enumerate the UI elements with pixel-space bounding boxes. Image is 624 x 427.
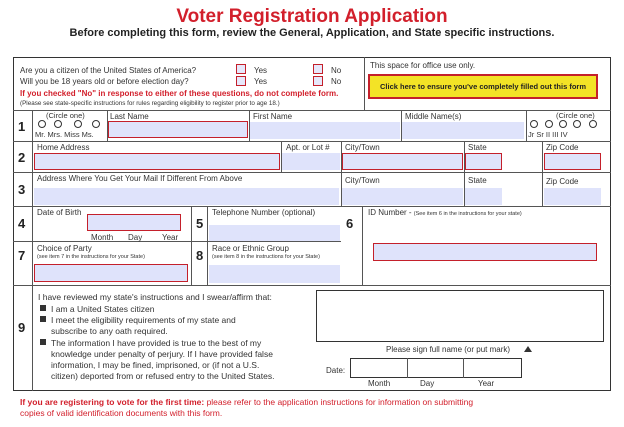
oath-bullet-3 (40, 338, 261, 348)
first-time-notice-heading: If you are registering to vote for the first time: (20, 397, 205, 407)
race-label: Race or Ethnic Group (212, 244, 289, 253)
section-8-number: 8 (196, 248, 204, 263)
id-number-label (368, 208, 522, 217)
suffix-jr-option[interactable] (530, 120, 538, 128)
section-2-number: 2 (18, 150, 26, 165)
dob-input[interactable] (87, 214, 181, 231)
sig-year-label: Year (478, 379, 495, 388)
suffix-iv-option[interactable] (589, 120, 597, 128)
mail-address-label: Address Where You Get Your Mail If Different From Above (37, 174, 243, 183)
title-mrs-option[interactable] (54, 120, 62, 128)
oath-bullet-1 (40, 304, 154, 314)
oath-truth-text: The information I have provided is true to the best of my (51, 338, 262, 348)
title-miss-option[interactable] (74, 120, 82, 128)
home-address-label: Home Address (37, 143, 90, 152)
race-input[interactable] (209, 265, 340, 283)
oath-citizen-text: I am a United States citizen (51, 304, 155, 314)
title-ms-option[interactable] (92, 120, 100, 128)
oath-bullet-3-line2: knowledge under penalty of perjury. If I have provided false (51, 349, 273, 359)
phone-input[interactable] (209, 225, 340, 241)
party-input[interactable] (34, 264, 188, 282)
section-7-number: 7 (18, 248, 26, 263)
mail-address-input[interactable] (34, 188, 339, 205)
signature-date-input[interactable] (350, 358, 522, 378)
home-zip-input[interactable] (544, 153, 601, 170)
section-5-number: 5 (196, 216, 204, 231)
suffix-circle-hint: (Circle one) (556, 111, 595, 120)
suffix-ii-option[interactable] (559, 120, 567, 128)
citizen-yes-checkbox[interactable] (236, 64, 246, 74)
id-number-note: (See item 6 in the instructions for your state) (413, 211, 522, 217)
sig-day-label: Day (420, 379, 435, 388)
age-no-label: No (331, 77, 342, 86)
first-name-input[interactable] (250, 122, 400, 139)
check-form-button[interactable]: Click here to ensure you've completely filled out this form (368, 74, 598, 99)
suffix-options-label: Jr Sr II III IV (528, 130, 568, 139)
mail-state-label: State (468, 176, 487, 185)
apt-label: Apt. or Lot # (286, 143, 330, 152)
dob-month-label: Month (91, 233, 114, 242)
signature-box[interactable] (316, 290, 604, 342)
home-zip-label: Zip Code (546, 143, 579, 152)
id-number-input[interactable] (373, 243, 597, 261)
mail-city-input[interactable] (342, 188, 463, 205)
first-time-notice-line1: please refer to the application instructions for information on submitting (204, 397, 474, 407)
arrow-up-icon (524, 346, 532, 352)
first-time-notice (20, 397, 473, 419)
form-subtitle: Before completing this form, review the General, Application, and State specific instructions. (69, 27, 555, 39)
oath-bullet-2-cont: subscribe to any oath required. (51, 326, 168, 336)
citizen-question: Are you a citizen of the United States of America? (20, 66, 197, 75)
last-name-input[interactable] (108, 121, 248, 138)
section-9-number: 9 (18, 320, 26, 335)
oath-bullet-3-line3: information, I may be fined, imprisoned, or (if not a U.S. (51, 360, 260, 370)
age-yes-label: Yes (254, 77, 268, 86)
citizen-no-label: No (331, 66, 342, 75)
eligibility-note: (Please see state-specific instructions for rules regarding eligibility to register prior to age 18.) (20, 100, 280, 107)
home-state-label: State (468, 143, 487, 152)
form-title: Voter Registration Application (176, 6, 448, 27)
section-1-number: 1 (18, 119, 26, 134)
party-label: Choice of Party (37, 244, 92, 253)
signature-label: Please sign full name (or put mark) (386, 345, 511, 354)
mail-zip-label: Zip Code (546, 177, 579, 186)
id-number-title: ID Number - (368, 208, 412, 217)
oath-bullet-3-line4: citizen) deported from or refused entry to the United States. (51, 371, 275, 381)
suffix-sr-option[interactable] (545, 120, 553, 128)
title-mr-option[interactable] (38, 120, 46, 128)
age-yes-checkbox[interactable] (236, 76, 246, 86)
title-options-label: Mr. Mrs. Miss Ms. (35, 130, 94, 139)
eligibility-warning: If you checked "No" in response to either of these questions, do not complete form. (20, 89, 339, 98)
age-no-checkbox[interactable] (313, 76, 323, 86)
office-use-label: This space for office use only. (370, 61, 476, 70)
apt-input[interactable] (282, 153, 340, 170)
party-note: (see item 7 in the instructions for your State) (37, 254, 145, 260)
section-4-number: 4 (18, 216, 26, 231)
oath-eligibility-text: I meet the eligibility requirements of my state and (51, 315, 236, 325)
dob-year-label: Year (162, 233, 179, 242)
mail-state-input[interactable] (465, 188, 502, 205)
dob-day-label: Day (128, 233, 143, 242)
section-3-number: 3 (18, 182, 26, 197)
first-time-notice-line2: copies of valid identification documents with this form. (20, 408, 223, 418)
mail-city-label: City/Town (345, 176, 380, 185)
section-6-number: 6 (346, 216, 354, 231)
sig-month-label: Month (368, 379, 391, 388)
first-name-label: First Name (253, 112, 293, 121)
home-state-input[interactable] (465, 153, 502, 170)
middle-name-input[interactable] (402, 122, 524, 139)
phone-label: Telephone Number (optional) (212, 208, 316, 217)
oath-bullet-2 (40, 315, 236, 325)
middle-name-label: Middle Name(s) (405, 112, 462, 121)
dob-label: Date of Birth (37, 208, 82, 217)
citizen-no-checkbox[interactable] (313, 64, 323, 74)
race-note: (see item 8 in the instructions for your State) (212, 254, 320, 260)
home-address-input[interactable] (34, 153, 280, 170)
citizen-yes-label: Yes (254, 66, 268, 75)
age-question: Will you be 18 years old or before election day? (20, 77, 189, 86)
home-city-label: City/Town (345, 143, 380, 152)
last-name-label: Last Name (110, 112, 149, 121)
title-circle-hint: (Circle one) (46, 111, 85, 120)
oath-intro: I have reviewed my state's instructions and I swear/affirm that: (38, 292, 272, 302)
mail-zip-input[interactable] (544, 188, 601, 205)
date-label: Date: (326, 366, 346, 375)
suffix-iii-option[interactable] (573, 120, 581, 128)
home-city-input[interactable] (342, 153, 463, 170)
